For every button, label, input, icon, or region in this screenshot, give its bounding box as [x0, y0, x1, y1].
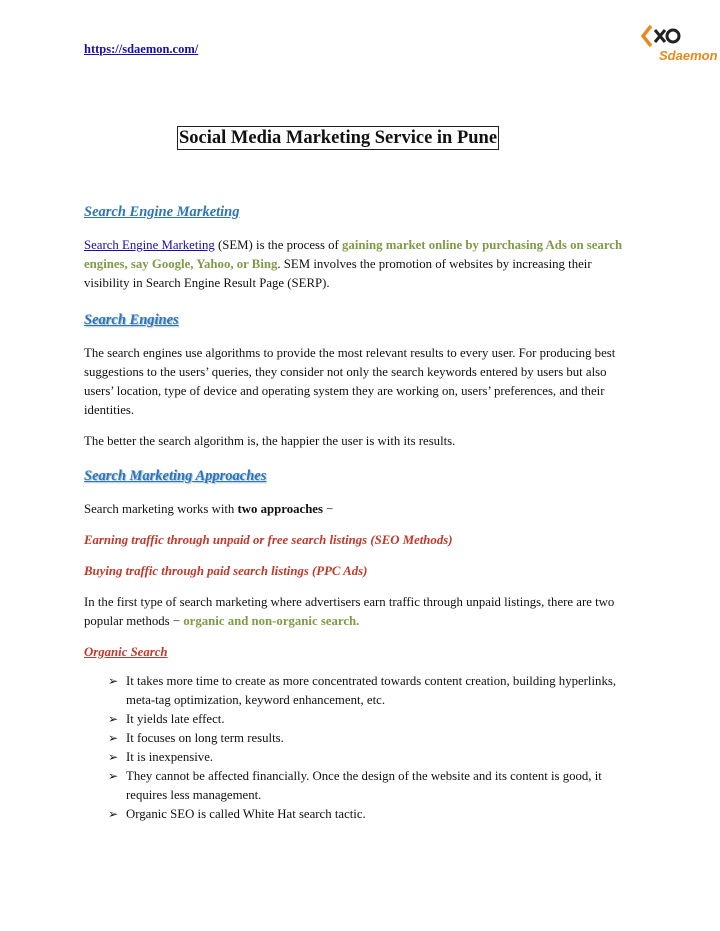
page-title: Social Media Marketing Service in Pune: [179, 128, 498, 148]
heading-approaches: Search Marketing Approaches: [84, 468, 267, 484]
approaches-intro-text: Search marketing works with: [84, 502, 238, 516]
engines-paragraph-1: The search engines use algorithms to provide the most relevant results to every user. For producing best suggestions to the users’ queries, they consider not only the search keywords entered by users but also users’ location, type of device and operating system they are working on, users’ preferences, and their identities.: [84, 346, 616, 417]
approaches-intro: [84, 500, 632, 519]
engines-paragraph-2: The better the search algorithm is, the happier the user is with its results.: [84, 434, 456, 448]
list-item: ➢ It takes more time to create as more concentrated towards content creation, building hyperlinks, meta-tag optimization, keyword enhancement, etc.: [108, 674, 617, 707]
list-item: ➢ Organic SEO is called White Hat search tactic.: [108, 805, 632, 824]
approaches-intro-end: −: [322, 502, 334, 516]
header-url-link[interactable]: https://sdaemon.com/: [84, 42, 199, 56]
arrow-bullet-icon: ➢: [108, 769, 119, 783]
logo-text: Sdaemon: [659, 48, 717, 63]
approach-item-ppc: Buying traffic through paid search listings (PPC Ads): [84, 564, 368, 578]
approaches-intro-bold: two approaches: [237, 502, 323, 516]
arrow-bullet-icon: ➢: [108, 750, 119, 764]
sem-text-2: . SEM involves the promotion of websites by increasing their visibility in Search Engine Result Page (SERP).: [84, 257, 592, 290]
arrow-bullet-icon: ➢: [108, 807, 119, 821]
list-item: ➢ They cannot be affected financially. Once the design of the website and its content is good, it requires less management.: [108, 769, 602, 802]
heading-sem: Search Engine Marketing: [84, 204, 240, 220]
approaches-paragraph-text: In the first type of search marketing where advertisers earn traffic through unpaid listings, there are two popular methods −: [84, 595, 615, 628]
arrow-bullet-icon: ➢: [108, 712, 119, 726]
approach-item-seo: Earning traffic through unpaid or free search listings (SEO Methods): [84, 533, 453, 547]
document-body: [84, 203, 632, 824]
list-item: ➢ It yields late effect.: [108, 710, 632, 729]
sem-paragraph: [84, 236, 632, 293]
heading-organic-search: Organic Search: [84, 645, 168, 659]
sem-text-1: (SEM) is the process of: [214, 238, 343, 252]
organic-bullet-list: [84, 672, 632, 824]
list-item: ➢ It is inexpensive.: [108, 748, 632, 767]
sem-link[interactable]: Search Engine Marketing: [84, 238, 215, 252]
approaches-paragraph: [84, 593, 632, 631]
arrow-bullet-icon: ➢: [108, 731, 119, 745]
heading-search-engines: Search Engines: [84, 312, 179, 328]
arrow-bullet-icon: ➢: [108, 674, 119, 688]
list-item: ➢ It focuses on long term results.: [108, 729, 632, 748]
sdaemon-logo: [641, 22, 717, 64]
sem-highlight: gaining market online by purchasing Ads on search engines, say Google, Yahoo, or Bing: [84, 238, 623, 271]
approaches-highlight: organic and non-organic search.: [183, 614, 360, 628]
